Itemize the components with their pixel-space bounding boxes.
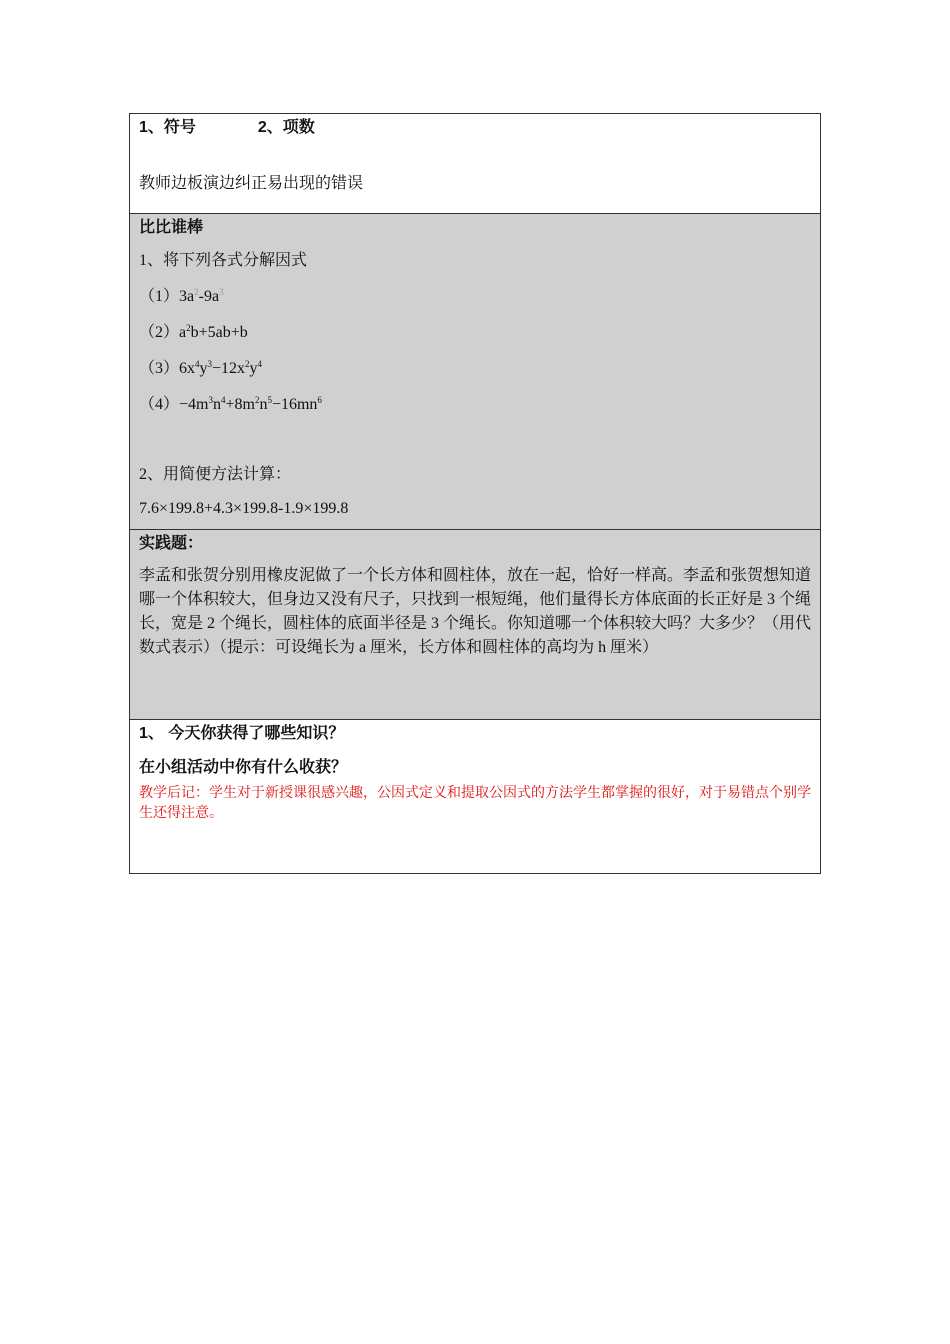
summary-question-1: 1、 今天你获得了哪些知识？ xyxy=(139,725,345,742)
exercises-heading: 比比谁棒 xyxy=(139,219,204,236)
exercise-2-expression: 7.6×199.8+4.3×199.8-1.9×199.8 xyxy=(139,500,349,517)
review-item-terms: 2、项数 xyxy=(257,119,315,136)
review-item-symbol: 1、符号 xyxy=(139,119,196,136)
lesson-plan-page xyxy=(129,113,821,874)
exercise-1-title: 1、将下列各式分解因式 xyxy=(139,252,308,269)
exercise-item-1: $(1)3a^2-9a^3$ xyxy=(139,287,224,305)
summary-question-2: 在小组活动中你有什么收获？ xyxy=(139,759,348,776)
teacher-note: 教师边板演边纠正易出现的错误 xyxy=(139,175,364,192)
teaching-reflection: 教学后记：学生对于新授课很感兴趣，公因式定义和提取公因式的方法学生都掌握的很好，对于易错点个别学生还得注意。 xyxy=(139,786,811,821)
table-row-summary xyxy=(130,720,821,874)
review-items xyxy=(139,118,811,138)
exercise-2-title: 2、用简便方法计算： xyxy=(139,466,292,483)
table-row-practice xyxy=(130,530,821,720)
exercise-item-3: $(3)6x^4y^3-12x^2y^4$ xyxy=(139,359,263,377)
practice-problem: 李孟和张贺分别用橡皮泥做了一个长方体和圆柱体，放在一起，恰好一样高。李孟和张贺想知道哪一个体积较大，但身边又没有尺子，只找到一根短绳，他们量得长方体底面的长正好是 3 个绳长，宽是 2 个绳长，圆柱体的底面半径是 3 个绳长。你知道哪一个体积较大吗？大多少？（用代数式表示）（提示：可设绳长为 a 厘米，长方体和圆柱体的高均为 h 厘米） xyxy=(139,567,812,656)
lesson-table xyxy=(129,113,821,874)
practice-heading: 实践题： xyxy=(139,535,204,552)
table-row-exercises xyxy=(130,214,821,530)
summary-cell xyxy=(130,720,821,874)
exercise-item-2: $(2)a^2b+5ab+b$ xyxy=(139,323,248,341)
table-row-review xyxy=(130,114,821,214)
exercises-cell xyxy=(130,214,821,530)
exercise-item-4: $(4)-4m^3n^4+8m^2n^5-16mn^6$ xyxy=(139,395,322,413)
practice-cell xyxy=(130,530,821,720)
review-cell xyxy=(130,114,821,214)
